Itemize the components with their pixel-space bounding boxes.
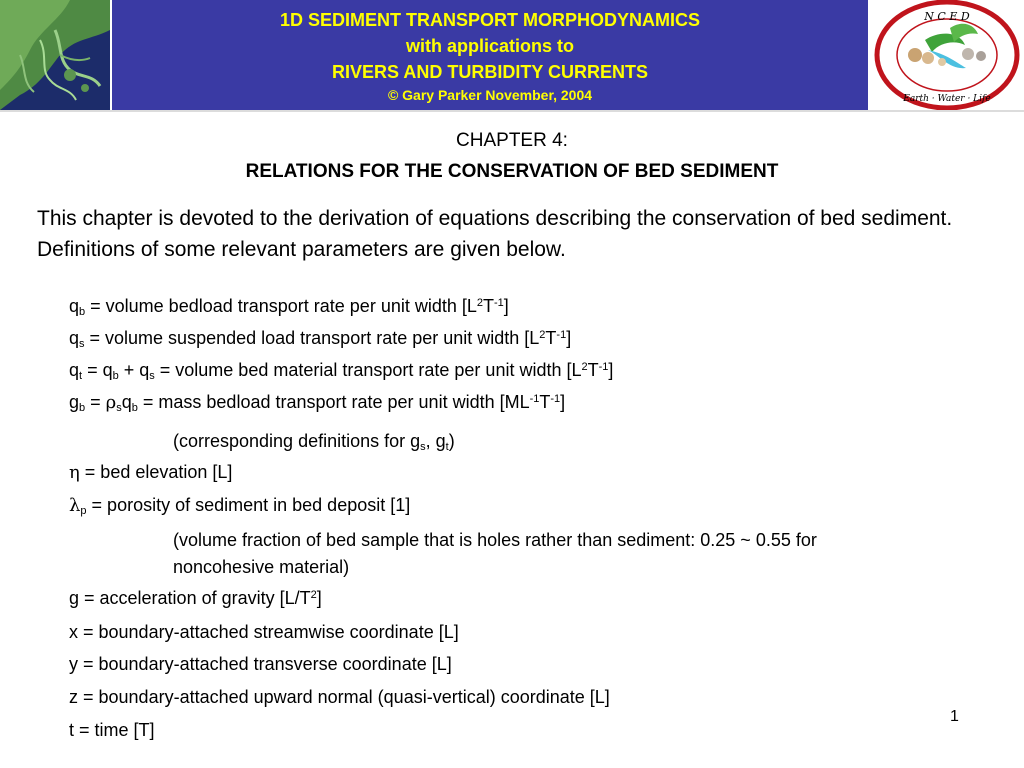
course-subtitle: with applications to <box>405 36 574 56</box>
def-qb: $q_b$ = volume bedload transport rate per unit width $[L^2T^{-1}]$ <box>69 296 509 318</box>
header-rule <box>0 110 1024 112</box>
page-number: 1 <box>950 708 959 725</box>
copyright: © Gary Parker November, 2004 <box>387 87 593 103</box>
course-topic: RIVERS AND TURBIDITY CURRENTS <box>331 62 649 82</box>
chapter-title: RELATIONS FOR THE CONSERVATION OF BED SEDIMENT <box>245 161 779 182</box>
def-corresponding: (corresponding definitions for $g_s$, $g_t$) <box>173 431 455 453</box>
title-box <box>112 0 868 110</box>
def-qt: $q_t = q_b + q_s$ = volume bed material transport rate per unit width $[L^2T^{-1}]$ <box>69 360 614 382</box>
nced-logo <box>870 0 1024 110</box>
header-banner <box>0 0 1024 110</box>
def-eta: η = bed elevation [L] <box>69 462 233 483</box>
def-gb: $g_b = \rho_sq_b$ = mass bedload transport rate per unit width $[ML^{-1}T^{-1}]$ <box>69 392 566 414</box>
def-y: y = boundary-attached transverse coordinate [L] <box>69 654 452 674</box>
intro-paragraph: This chapter is devoted to the derivation of equations describing the conservation of bed sediment. Definitions of some relevant parameters are given below. <box>37 207 953 261</box>
chapter-number: CHAPTER 4: <box>456 130 568 151</box>
course-title: 1D SEDIMENT TRANSPORT MORPHODYNAMICS <box>279 10 701 30</box>
logo-bottom-text: Earth · Water · Life <box>903 94 991 104</box>
def-z: z = boundary-attached upward normal (quasi-vertical) coordinate [L] <box>69 687 610 707</box>
def-qs: $q_s$ = volume suspended load transport rate per unit width $[L^2T^{-1}]$ <box>69 328 572 350</box>
logo-top-text: N C E D <box>924 10 970 23</box>
delta-satellite-image <box>0 0 110 110</box>
def-x: x = boundary-attached streamwise coordinate [L] <box>69 622 459 642</box>
def-g: g = acceleration of gravity $[L/T^2]$ <box>69 588 322 608</box>
def-t: t = time [T] <box>69 720 155 740</box>
def-volume-fraction: (volume fraction of bed sample that is holes rather than sediment: 0.25 ~ 0.55 for noncohesive material) <box>173 530 817 577</box>
def-lambda: $\lambda_p$ = porosity of sediment in bed deposit [1] <box>69 495 411 517</box>
